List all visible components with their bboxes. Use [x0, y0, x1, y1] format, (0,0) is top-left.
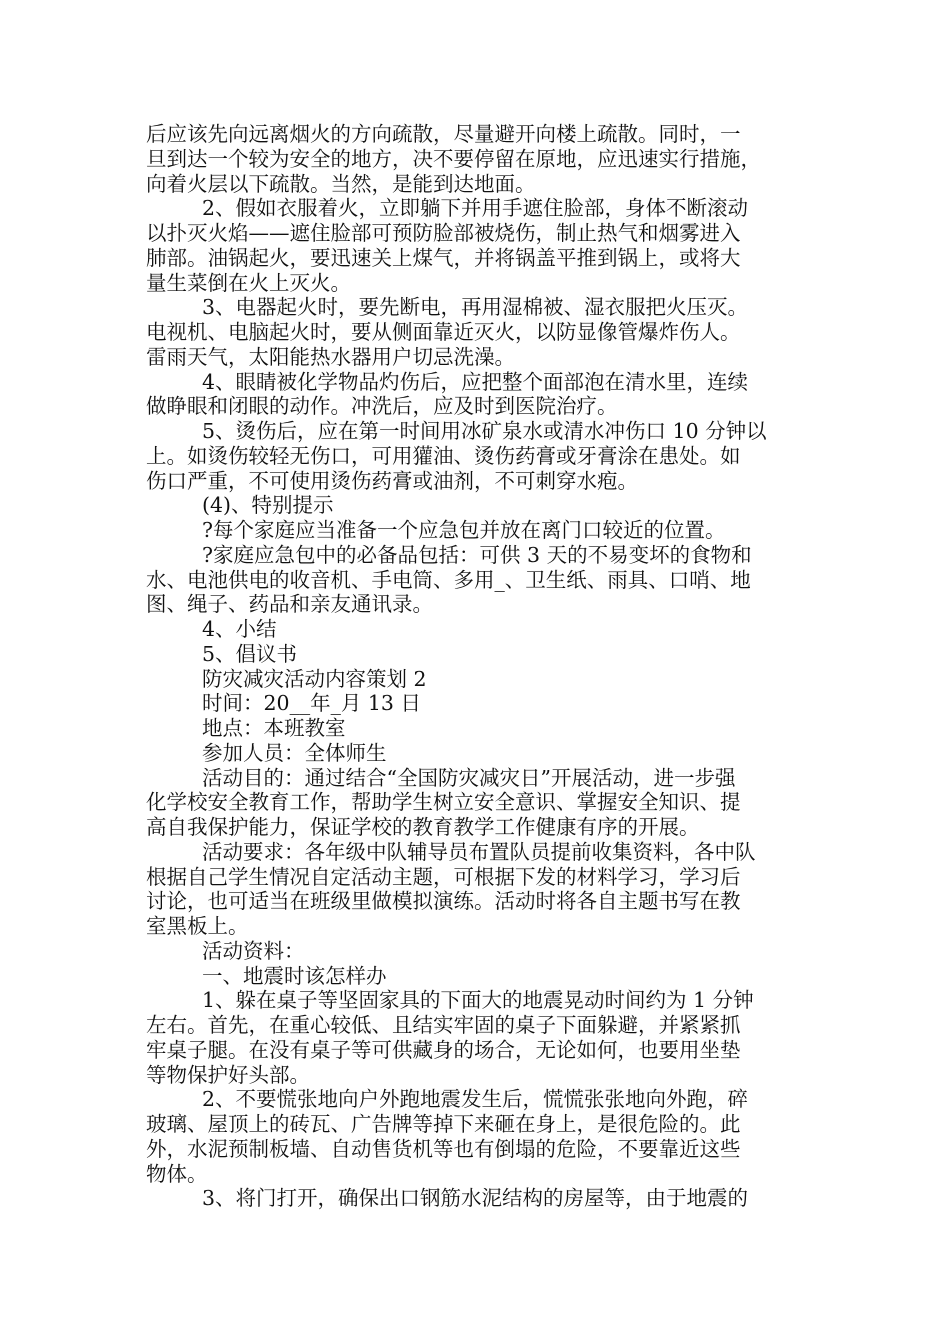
text-line: 根据自己学生情况自定活动主题，可根据下发的材料学习，学习后 [146, 864, 741, 889]
text-line: 电视机、电脑起火时，要从侧面靠近灭火，以防显像管爆炸伤人。 [146, 320, 741, 344]
text-line: 左右。首先，在重心较低、且结实牢固的桌子下面躲避，并紧紧抓 [146, 1013, 741, 1037]
text-line: 雷雨天气，太阳能热水器用户切忌洗澡。 [146, 344, 515, 369]
text-line: 一、地震时该怎样办 [202, 963, 387, 988]
text-line: 活动资料： [202, 938, 305, 963]
text-line: 活动目的：通过结合“全国防灾减灾日”开展活动，进一步强 [202, 765, 736, 790]
text-line: 量生菜倒在火上灭火。 [146, 270, 351, 295]
text-line: ?家庭应急包中的必备品包括：可供 3 天的不易变坏的食物和 [202, 542, 752, 567]
text-line: 玻璃、屋顶上的砖瓦、广告牌等掉下来砸在身上，是很危险的。此 [146, 1112, 741, 1136]
text-line: 旦到达一个较为安全的地方，决不要停留在原地，应迅速实行措施， [146, 146, 761, 171]
text-line: 室黑板上。 [146, 914, 249, 938]
text-line: 讨论，也可适当在班级里做模拟演练。活动时将各自主题书写在教 [146, 889, 741, 914]
text-line: 水、电池供电的收音机、手电筒、多用_、卫生纸、雨具、口哨、地 [146, 567, 751, 592]
text-line: 外，水泥预制板墙、自动售货机等也有倒塌的危险，不要靠近这些 [146, 1136, 741, 1161]
text-line: 地点：本班教室 [202, 716, 346, 740]
text-line: 伤口严重，不可使用烫伤药膏或油剂，不可刺穿水疱。 [146, 468, 638, 493]
text-line: 后应该先向远离烟火的方向疏散，尽量避开向楼上疏散。同时，一 [146, 122, 741, 146]
text-line: 防灾减灾活动内容策划 2 [202, 666, 427, 691]
text-line: 2、假如衣服着火，立即躺下并用手遮住脸部，身体不断滚动 [202, 196, 749, 221]
text-line: 物体。 [146, 1161, 208, 1186]
text-line: 5、倡议书 [202, 641, 298, 666]
text-line: (4)、特别提示 [202, 493, 334, 518]
text-line: 向着火层以下疏散。当然，是能到达地面。 [146, 171, 536, 196]
text-line: 高自我保护能力，保证学校的教育教学工作健康有序的开展。 [146, 815, 700, 839]
text-line: 上。如烫伤较轻无伤口，可用獾油、烫伤药膏或牙膏涂在患处。如 [146, 443, 741, 468]
text-line: 做睁眼和闭眼的动作。冲洗后，应及时到医院治疗。 [146, 394, 618, 419]
text-line: 4、小结 [202, 617, 277, 641]
text-line: 以扑灭火焰——遮住脸部可预防脸部被烧伤，制止热气和烟雾进入 [146, 221, 741, 245]
text-line: 时间：20__年_月 13 日 [202, 691, 421, 716]
text-line: 5、烫伤后，应在第一时间用冰矿泉水或清水冲伤口 10 分钟以 [202, 419, 767, 443]
document-page [146, 122, 808, 1211]
text-line: 图、绳子、药品和亲友通讯录。 [146, 592, 433, 617]
text-line: 2、不要慌张地向户外跑地震发生后，慌慌张张地向外跑，碎 [202, 1087, 749, 1112]
text-line: 牢桌子腿。在没有桌子等可供藏身的场合，无论如何，也要用坐垫 [146, 1037, 741, 1062]
text-line: 3、电器起火时，要先断电，再用湿棉被、湿衣服把火压灭。 [202, 295, 749, 320]
text-line: 1、躲在桌子等坚固家具的下面大的地震晃动时间约为 1 分钟 [202, 988, 754, 1013]
text-line: 4、眼睛被化学物品灼伤后，应把整个面部泡在清水里，连续 [202, 369, 749, 394]
text-line: 等物保护好头部。 [146, 1062, 310, 1087]
text-line: 3、将门打开，确保出口钢筋水泥结构的房屋等，由于地震的 [202, 1186, 749, 1211]
text-line: 活动要求：各年级中队辅导员布置队员提前收集资料，各中队 [202, 839, 756, 864]
text-line: 参加人员：全体师生 [202, 740, 387, 765]
text-line: ?每个家庭应当准备一个应急包并放在离门口较近的位置。 [202, 518, 726, 542]
text-line: 化学校安全教育工作，帮助学生树立安全意识、掌握安全知识、提 [146, 790, 741, 815]
text-line: 肺部。油锅起火，要迅速关上煤气，并将锅盖平推到锅上，或将大 [146, 245, 741, 270]
